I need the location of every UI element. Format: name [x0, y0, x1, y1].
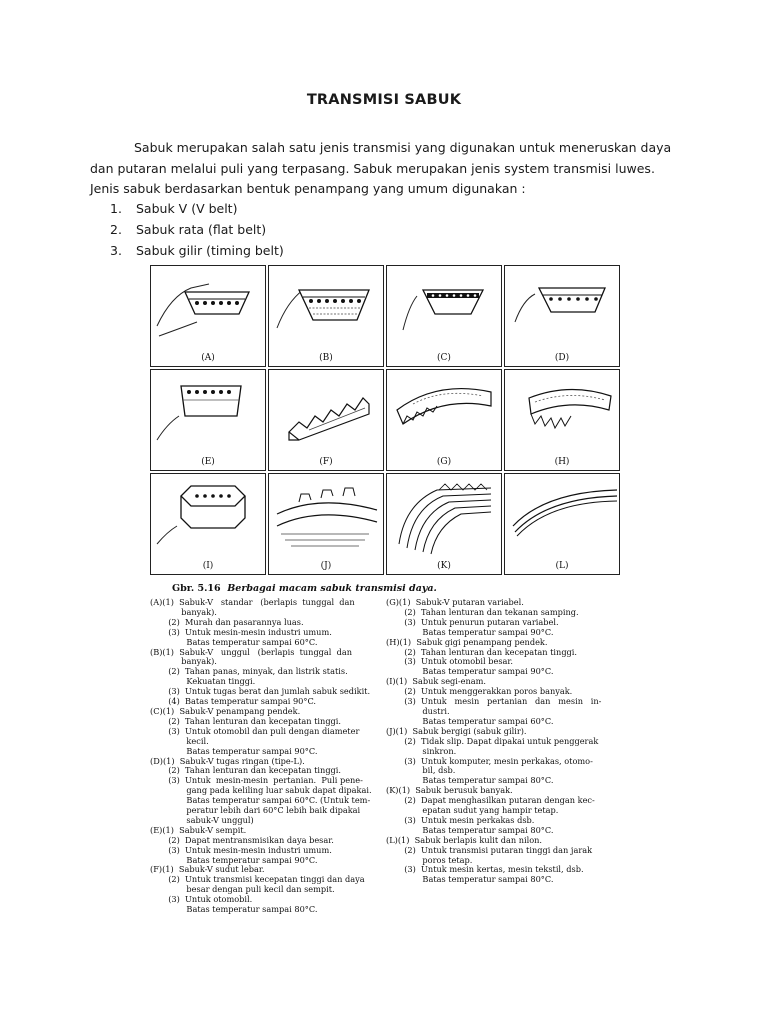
caption-line: (3) Untuk otomobil.	[150, 894, 253, 905]
belt-cell-h	[504, 369, 620, 471]
caption-line: kecil.	[150, 735, 209, 746]
hexagonal-belt-illustration	[151, 474, 266, 558]
caption-line: besar dengan puli kecil dan sempit.	[150, 884, 335, 895]
caption-line: (3) Untuk penurun putaran variabel.	[386, 616, 559, 627]
v-belt-wide-angle-illustration	[269, 370, 384, 454]
caption-line: (3) Untuk mesin-mesin pertanian. Puli pene-	[150, 775, 363, 786]
belt-cell-c	[386, 265, 502, 367]
caption-line: (E)(1) Sabuk-V sempit.	[150, 824, 247, 835]
v-belt-light-duty-illustration	[505, 266, 620, 350]
intro-line-3: Jenis sabuk berdasarkan bentuk penampang yang umum digunakan :	[90, 181, 526, 196]
intro-paragraph	[90, 138, 682, 200]
timing-belt-illustration	[269, 474, 384, 558]
cell-label: (B)	[319, 353, 333, 363]
cell-label: (H)	[554, 457, 570, 467]
belt-cell-b	[268, 265, 384, 367]
caption-line: (C)(1) Sabuk-V penampang pendek.	[150, 705, 301, 716]
caption-line: Batas temperatur sampai 60°C.	[150, 636, 318, 647]
list-number: 3.	[110, 243, 122, 258]
caption-line: sabuk-V unggul)	[150, 814, 254, 825]
caption-line: (F)(1) Sabuk-V sudut lebar.	[150, 864, 265, 875]
cell-label: (L)	[555, 561, 569, 571]
belt-figure	[150, 265, 622, 915]
caption-line: epatan sudut yang hampir tetap.	[386, 805, 559, 816]
caption-line: sinkron.	[386, 745, 457, 756]
list-item	[110, 198, 284, 219]
cell-label: (G)	[436, 457, 452, 467]
caption-line: Batas temperatur sampai 90°C.	[150, 854, 318, 865]
caption-line: (3) Untuk mesin kertas, mesin tekstil, dsb.	[386, 864, 584, 875]
caption-line: Batas temperatur sampai 80°C.	[386, 775, 554, 786]
caption-line: (2) Tahan panas, minyak, dan listrik statis.	[150, 666, 348, 677]
caption-line: (3) Untuk otomobil dan puli dengan diameter	[150, 725, 360, 736]
caption-left-column	[150, 598, 378, 915]
caption-line: Batas temperatur sampai 60°C. (Untuk tem-	[150, 795, 371, 806]
caption-line: (2) Tahan lenturan dan kecepatan tinggi.	[150, 765, 342, 776]
caption-line: (2) Tahan lenturan dan tekanan samping.	[386, 606, 579, 617]
caption-line: dustri.	[386, 705, 450, 716]
caption-line: (2) Untuk transmisi putaran tinggi dan jarak	[386, 844, 593, 855]
belt-cell-g	[386, 369, 502, 471]
list-label: Sabuk V (V belt)	[136, 201, 238, 216]
caption-line: (B)(1) Sabuk-V unggul (berlapis tunggal dan	[150, 646, 353, 657]
caption-line: (D)(1) Sabuk-V tugas ringan (tipe-L).	[150, 755, 305, 766]
belt-illustration-grid	[150, 265, 622, 575]
caption-right-column	[386, 598, 618, 885]
caption-line: (2) Untuk menggerakkan poros banyak.	[386, 686, 573, 697]
belt-cell-f	[268, 369, 384, 471]
cell-label: (D)	[554, 353, 570, 363]
caption-line: (G)(1) Sabuk-V putaran variabel.	[386, 597, 524, 607]
intro-line-1: Sabuk merupakan salah satu jenis transmisi yang digunakan untuk meneruskan daya	[134, 140, 672, 155]
caption-line: (3) Untuk mesin-mesin industri umum.	[150, 626, 332, 637]
list-number: 2.	[110, 222, 122, 237]
caption-line: (2) Tahan lenturan dan kecepatan tinggi.	[150, 715, 342, 726]
figure-caption	[172, 583, 437, 594]
list-number: 1.	[110, 201, 122, 216]
v-belt-toothed-short-illustration	[505, 370, 620, 454]
caption-line: Batas temperatur sampai 90°C.	[150, 745, 318, 756]
v-belt-narrow-illustration	[151, 370, 266, 454]
cell-label: (C)	[437, 353, 451, 363]
list-item	[110, 219, 284, 240]
list-item	[110, 240, 284, 261]
belt-cell-d	[504, 265, 620, 367]
list-label: Sabuk rata (flat belt)	[136, 222, 267, 237]
caption-line: (I)(1) Sabuk segi-enam.	[386, 676, 487, 687]
v-belt-standard-illustration	[151, 266, 266, 350]
document-title: TRANSMISI SABUK	[306, 92, 462, 108]
caption-line: Batas temperatur sampai 90°C.	[386, 666, 554, 677]
caption-line: poros tetap.	[386, 854, 473, 865]
belt-cell-l	[504, 473, 620, 575]
belt-type-list	[110, 198, 284, 261]
caption-line: peratur lebih dari 60°C lebih baik dipakai	[150, 805, 361, 816]
caption-line: (A)(1) Sabuk-V standar (berlapis tunggal dan	[150, 597, 355, 607]
caption-line: (K)(1) Sabuk berusuk banyak.	[386, 785, 513, 796]
caption-line: (3) Untuk tugas berat dan jumlah sabuk sedikit.	[150, 686, 371, 697]
caption-line: (2) Tidak slip. Dapat dipakai untuk penggerak	[386, 735, 599, 746]
caption-line: (2) Dapat mentransmisikan daya besar.	[150, 834, 334, 845]
list-label: Sabuk gilir (timing belt)	[136, 243, 284, 258]
caption-line: Kekuatan tinggi.	[150, 676, 256, 687]
cell-label: (I)	[202, 561, 214, 571]
caption-number: Gbr. 5.16	[172, 583, 221, 594]
caption-line: (2) Untuk transmisi kecepatan tinggi dan daya	[150, 874, 365, 885]
cell-label: (J)	[320, 561, 332, 571]
cell-label: (E)	[201, 457, 215, 467]
belt-cell-a	[150, 265, 266, 367]
caption-line: Batas temperatur sampai 80°C.	[150, 904, 318, 915]
caption-line: banyak).	[150, 656, 217, 667]
caption-line: banyak).	[150, 606, 217, 617]
caption-line: (H)(1) Sabuk gigi penampang pendek.	[386, 636, 548, 647]
caption-line: (3) Untuk komputer, mesin perkakas, otomo-	[386, 755, 593, 766]
caption-title: Berbagai macam sabuk transmisi daya.	[227, 583, 437, 594]
caption-line: (2) Murah dan pasarannya luas.	[150, 616, 304, 627]
belt-cell-k	[386, 473, 502, 575]
caption-line: Batas temperatur sampai 90°C.	[386, 626, 554, 637]
v-belt-short-section-illustration	[387, 266, 502, 350]
intro-line-2: dan putaran melalui puli yang terpasang. Sabuk merupakan jenis system transmisi luwes.	[90, 160, 655, 176]
caption-line: Batas temperatur sampai 80°C.	[386, 824, 554, 835]
caption-line: Batas temperatur sampai 60°C.	[386, 715, 554, 726]
caption-line: (L)(1) Sabuk berlapis kulit dan nilon.	[386, 834, 543, 845]
cell-label: (A)	[201, 353, 215, 363]
caption-line: (J)(1) Sabuk bergigi (sabuk gilir).	[386, 725, 527, 736]
cell-label: (F)	[319, 457, 333, 467]
multi-rib-belt-illustration	[387, 474, 502, 558]
caption-line: (3) Untuk otomobil besar.	[386, 656, 514, 667]
caption-line: bil, dsb.	[386, 765, 456, 776]
belt-cell-j	[268, 473, 384, 575]
cell-label: (K)	[437, 561, 451, 571]
caption-line: (2) Tahan lenturan dan kecepatan tinggi.	[386, 646, 578, 657]
belt-cell-i	[150, 473, 266, 575]
v-belt-premium-illustration	[269, 266, 384, 350]
belt-cell-e	[150, 369, 266, 471]
v-belt-variable-speed-illustration	[387, 370, 502, 454]
caption-line: (3) Untuk mesin-mesin industri umum.	[150, 844, 332, 855]
flat-belt-illustration	[505, 474, 620, 558]
caption-line: (4) Batas temperatur sampai 90°C.	[150, 696, 317, 707]
caption-line: gang pada keliling luar sabuk dapat dipakai.	[150, 785, 372, 796]
caption-line: (3) Untuk mesin pertanian dan mesin in-	[386, 696, 602, 707]
caption-line: (2) Dapat menghasilkan putaran dengan kec-	[386, 795, 595, 806]
caption-line: (3) Untuk mesin perkakas dsb.	[386, 814, 535, 825]
caption-line: Batas temperatur sampai 80°C.	[386, 874, 554, 885]
